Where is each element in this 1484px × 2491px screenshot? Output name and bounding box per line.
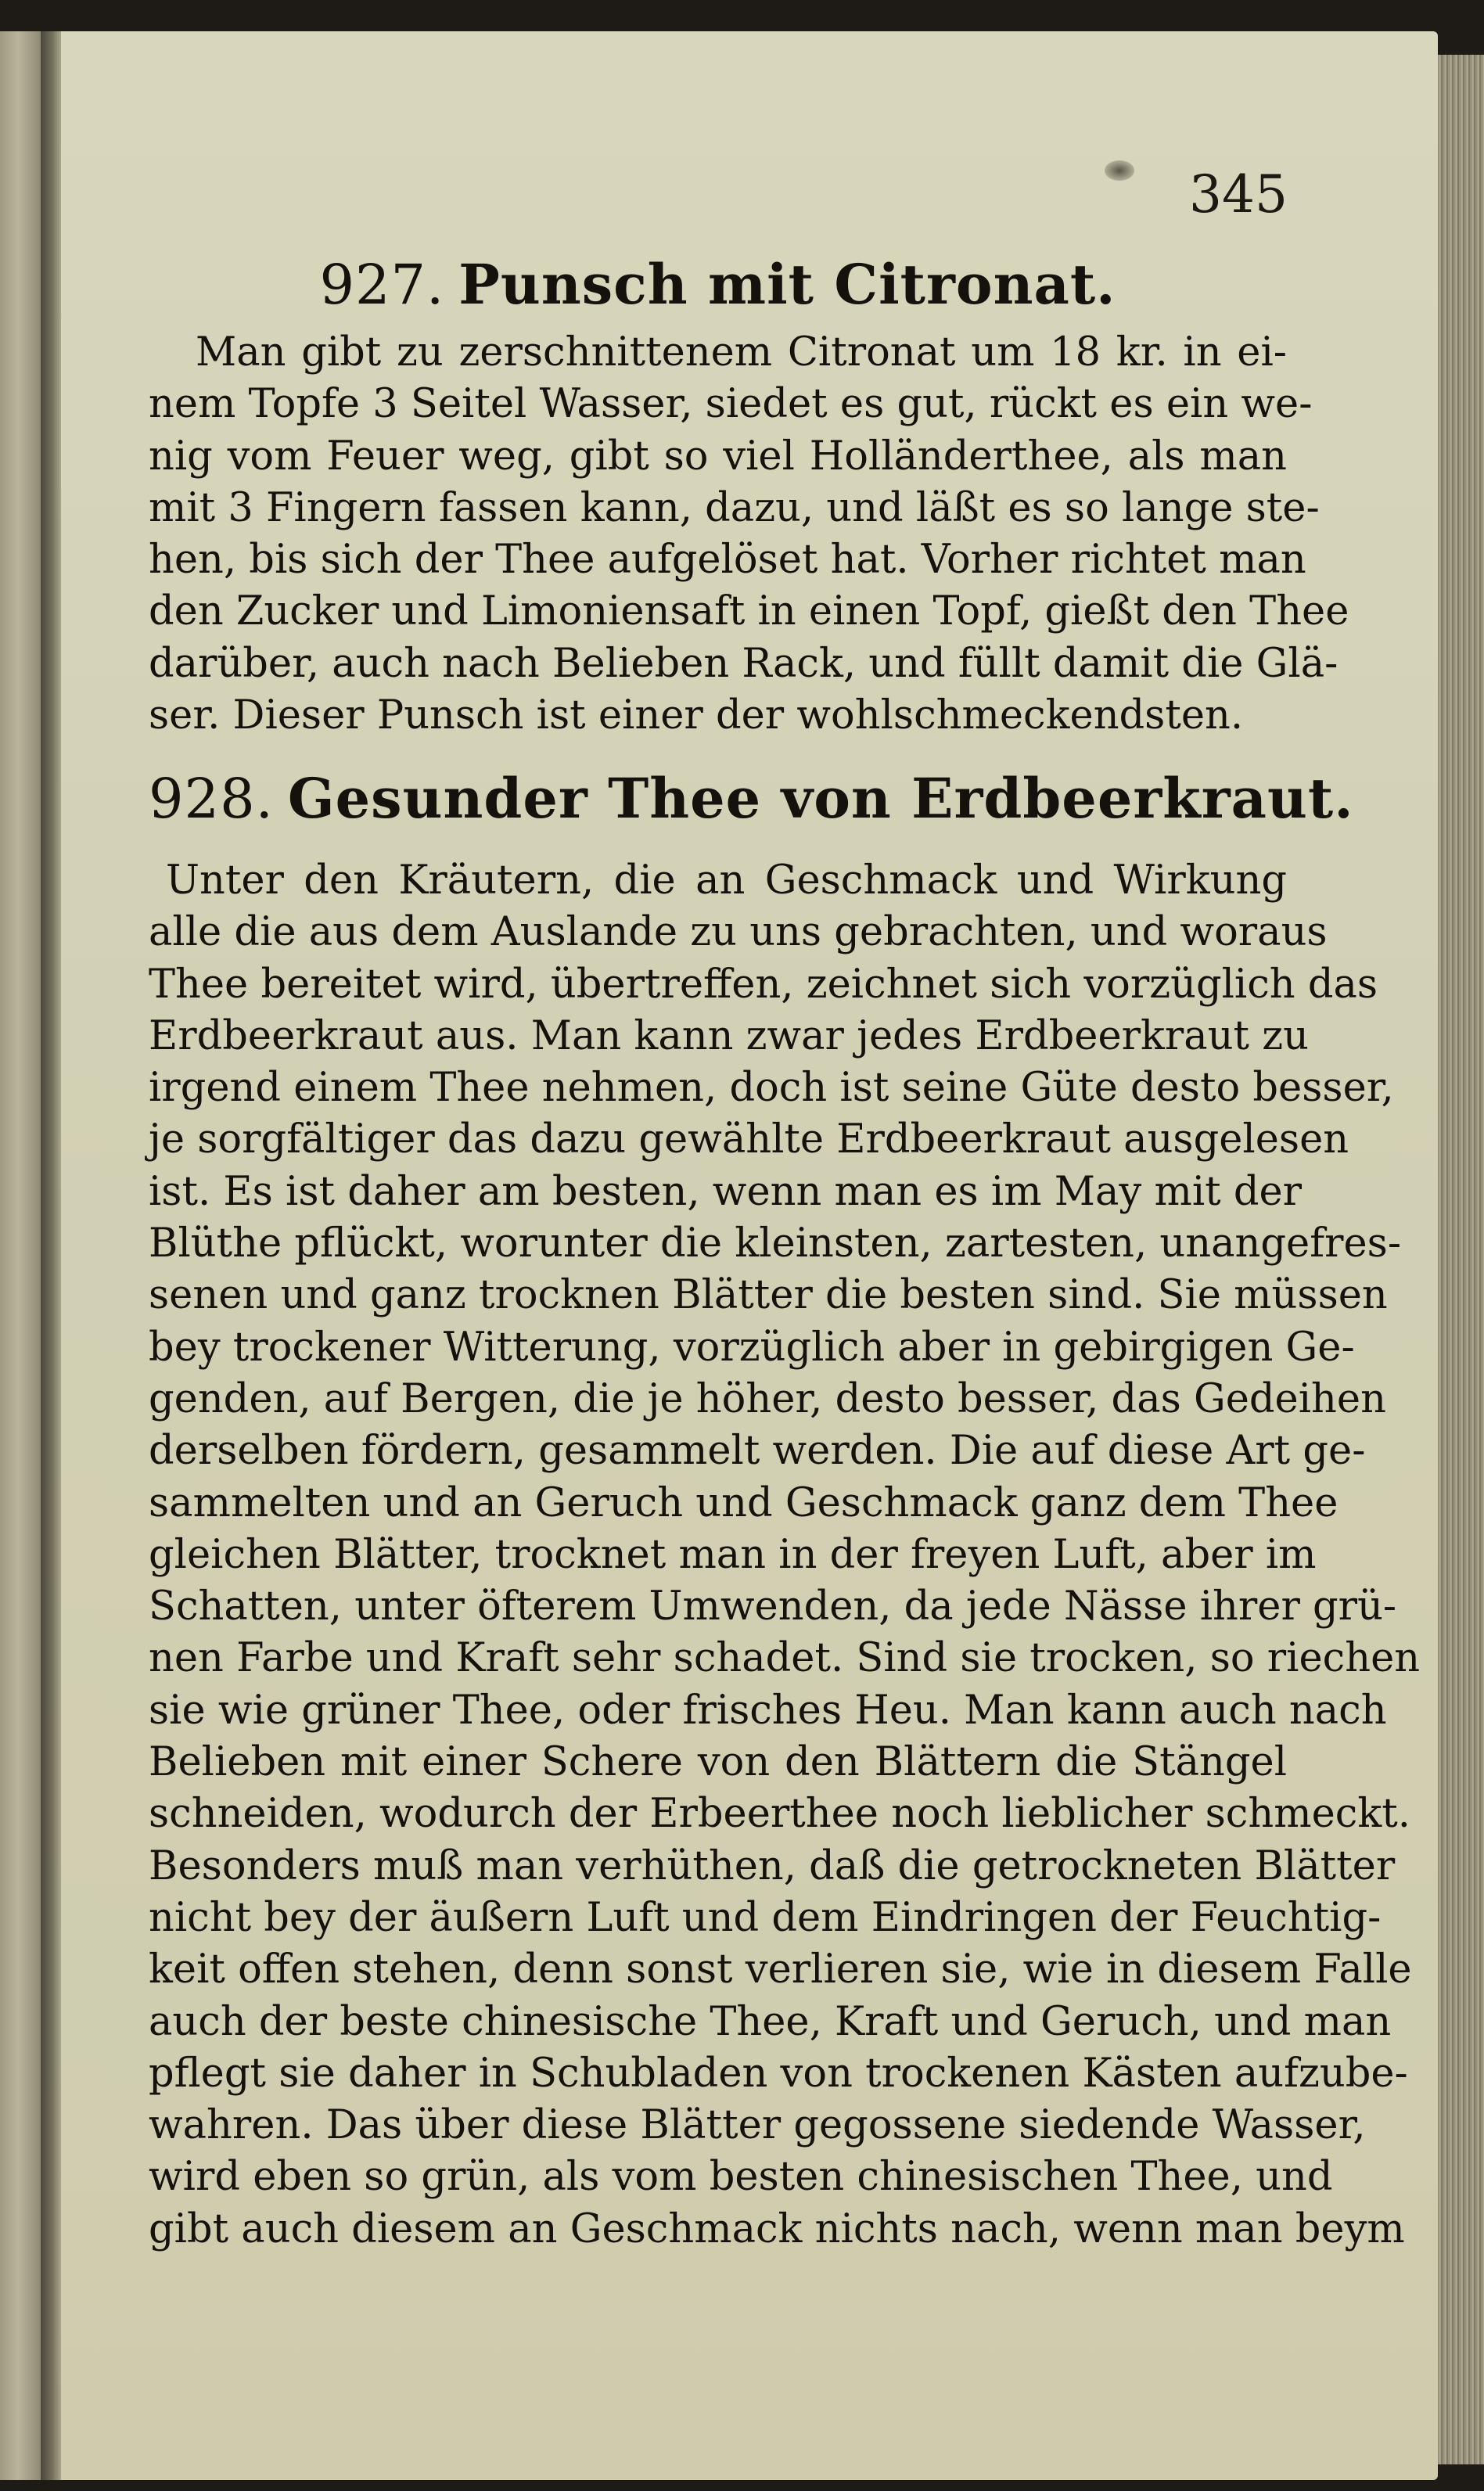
text-line: irgend einem Thee nehmen, doch ist seine Güte desto besser, <box>149 1065 1394 1112</box>
text-line: keit offen stehen, denn sonst verlieren sie, wie in diesem Falle <box>149 1946 1412 1993</box>
section-body <box>149 835 1421 2256</box>
section-928 <box>149 763 1421 2256</box>
page-number: 345 <box>1189 164 1288 225</box>
text-line: auch der beste chinesische Thee, Kraft und Geruch, und man <box>149 1998 1392 2045</box>
text-line: nicht bey der äußern Luft und dem Eindringen der Feuchtig- <box>149 1894 1382 1941</box>
text-line: genden, auf Bergen, die je höher, desto besser, das Gedeihen <box>149 1375 1386 1422</box>
text-line: Unter den Kräutern, die an Geschmack und Wirkung <box>166 857 1287 904</box>
left-page-edge <box>0 31 41 2480</box>
page-fore-edge <box>1438 55 1484 2464</box>
section-number: 928. <box>149 767 274 831</box>
text-line: Besonders muß man verhüthen, daß die getrockneten Blätter <box>149 1842 1396 1889</box>
text-line: je sorgfältiger das dazu gewählte Erdbeerkraut ausgelesen <box>149 1116 1349 1163</box>
text-line: ist. Es ist daher am besten, wenn man es im May mit der <box>149 1168 1303 1215</box>
text-line: alle die aus dem Auslande zu uns gebrachten, und woraus <box>149 909 1328 956</box>
text-line: derselben fördern, gesammelt werden. Die auf diese Art ge- <box>149 1428 1366 1475</box>
text-line: schneiden, wodurch der Erbeerthee noch lieblicher schmeckt. <box>149 1791 1410 1838</box>
text-line: wird eben so grün, als vom besten chinesischen Thee, und <box>149 2154 1333 2201</box>
text-line: Schatten, unter öfterem Umwenden, da jede Nässe ihrer grü- <box>149 1583 1397 1630</box>
ink-stain <box>1105 160 1134 181</box>
section-title: Gesunder Thee von Erdbeerkraut. <box>287 766 1354 831</box>
text-line: Blüthe pflückt, worunter die kleinsten, zartesten, unangefres- <box>149 1220 1402 1267</box>
text-line: wahren. Das über diese Blätter gegossene siedende Wasser, <box>149 2102 1366 2149</box>
text-line: bey trockener Witterung, vorzüglich aber in gebirgigen Ge- <box>149 1324 1355 1371</box>
text-line: nem Topfe 3 Seitel Wasser, siedet es gut, rückt es ein we- <box>149 381 1313 428</box>
text-line: nig vom Feuer weg, gibt so viel Holländerthee, als man <box>149 433 1287 480</box>
text-line: Erdbeerkraut aus. Man kann zwar jedes Erdbeerkraut zu <box>149 1012 1309 1059</box>
text-line: sie wie grüner Thee, oder frisches Heu. Man kann auch nach <box>149 1687 1387 1734</box>
text-line: ser. Dieser Punsch ist einer der wohlschmeckendsten. <box>149 692 1244 739</box>
section-body <box>149 321 1349 742</box>
section-heading <box>149 249 1287 321</box>
text-line: Man gibt zu zerschnittenem Citronat um 18 kr. in ei- <box>196 329 1287 376</box>
text-line: nen Farbe und Kraft sehr schadet. Sind sie trocken, so riechen <box>149 1635 1421 1682</box>
section-title: Punsch mit Citronat. <box>458 252 1116 317</box>
text-line: gibt auch diesem an Geschmack nichts nach, wenn man beym <box>149 2205 1405 2252</box>
text-line: den Zucker und Limoniensaft in einen Topf, gießt den Thee <box>149 588 1349 635</box>
text-line: gleichen Blätter, trocknet man in der freyen Luft, aber im <box>149 1531 1317 1578</box>
text-line: sammelten und an Geruch und Geschmack ganz dem Thee <box>149 1479 1338 1526</box>
text-line: darüber, auch nach Belieben Rack, und füllt damit die Glä- <box>149 640 1338 687</box>
text-line: Belieben mit einer Schere von den Blättern die Stängel <box>149 1739 1287 1786</box>
section-927 <box>149 249 1349 742</box>
text-line: mit 3 Fingern fassen kann, dazu, und läßt es so lange ste- <box>149 484 1320 531</box>
text-line: senen und ganz trocknen Blätter die besten sind. Sie müssen <box>149 1272 1388 1319</box>
section-number: 927. <box>319 253 445 317</box>
book-gutter <box>41 31 61 2480</box>
text-line: pflegt sie daher in Schubladen von trockenen Kästen aufzube- <box>149 2050 1408 2097</box>
text-line: Thee bereitet wird, übertreffen, zeichnet sich vorzüglich das <box>149 961 1378 1008</box>
text-line: hen, bis sich der Thee aufgelöset hat. Vorher richtet man <box>149 537 1306 584</box>
section-heading <box>149 763 1354 835</box>
